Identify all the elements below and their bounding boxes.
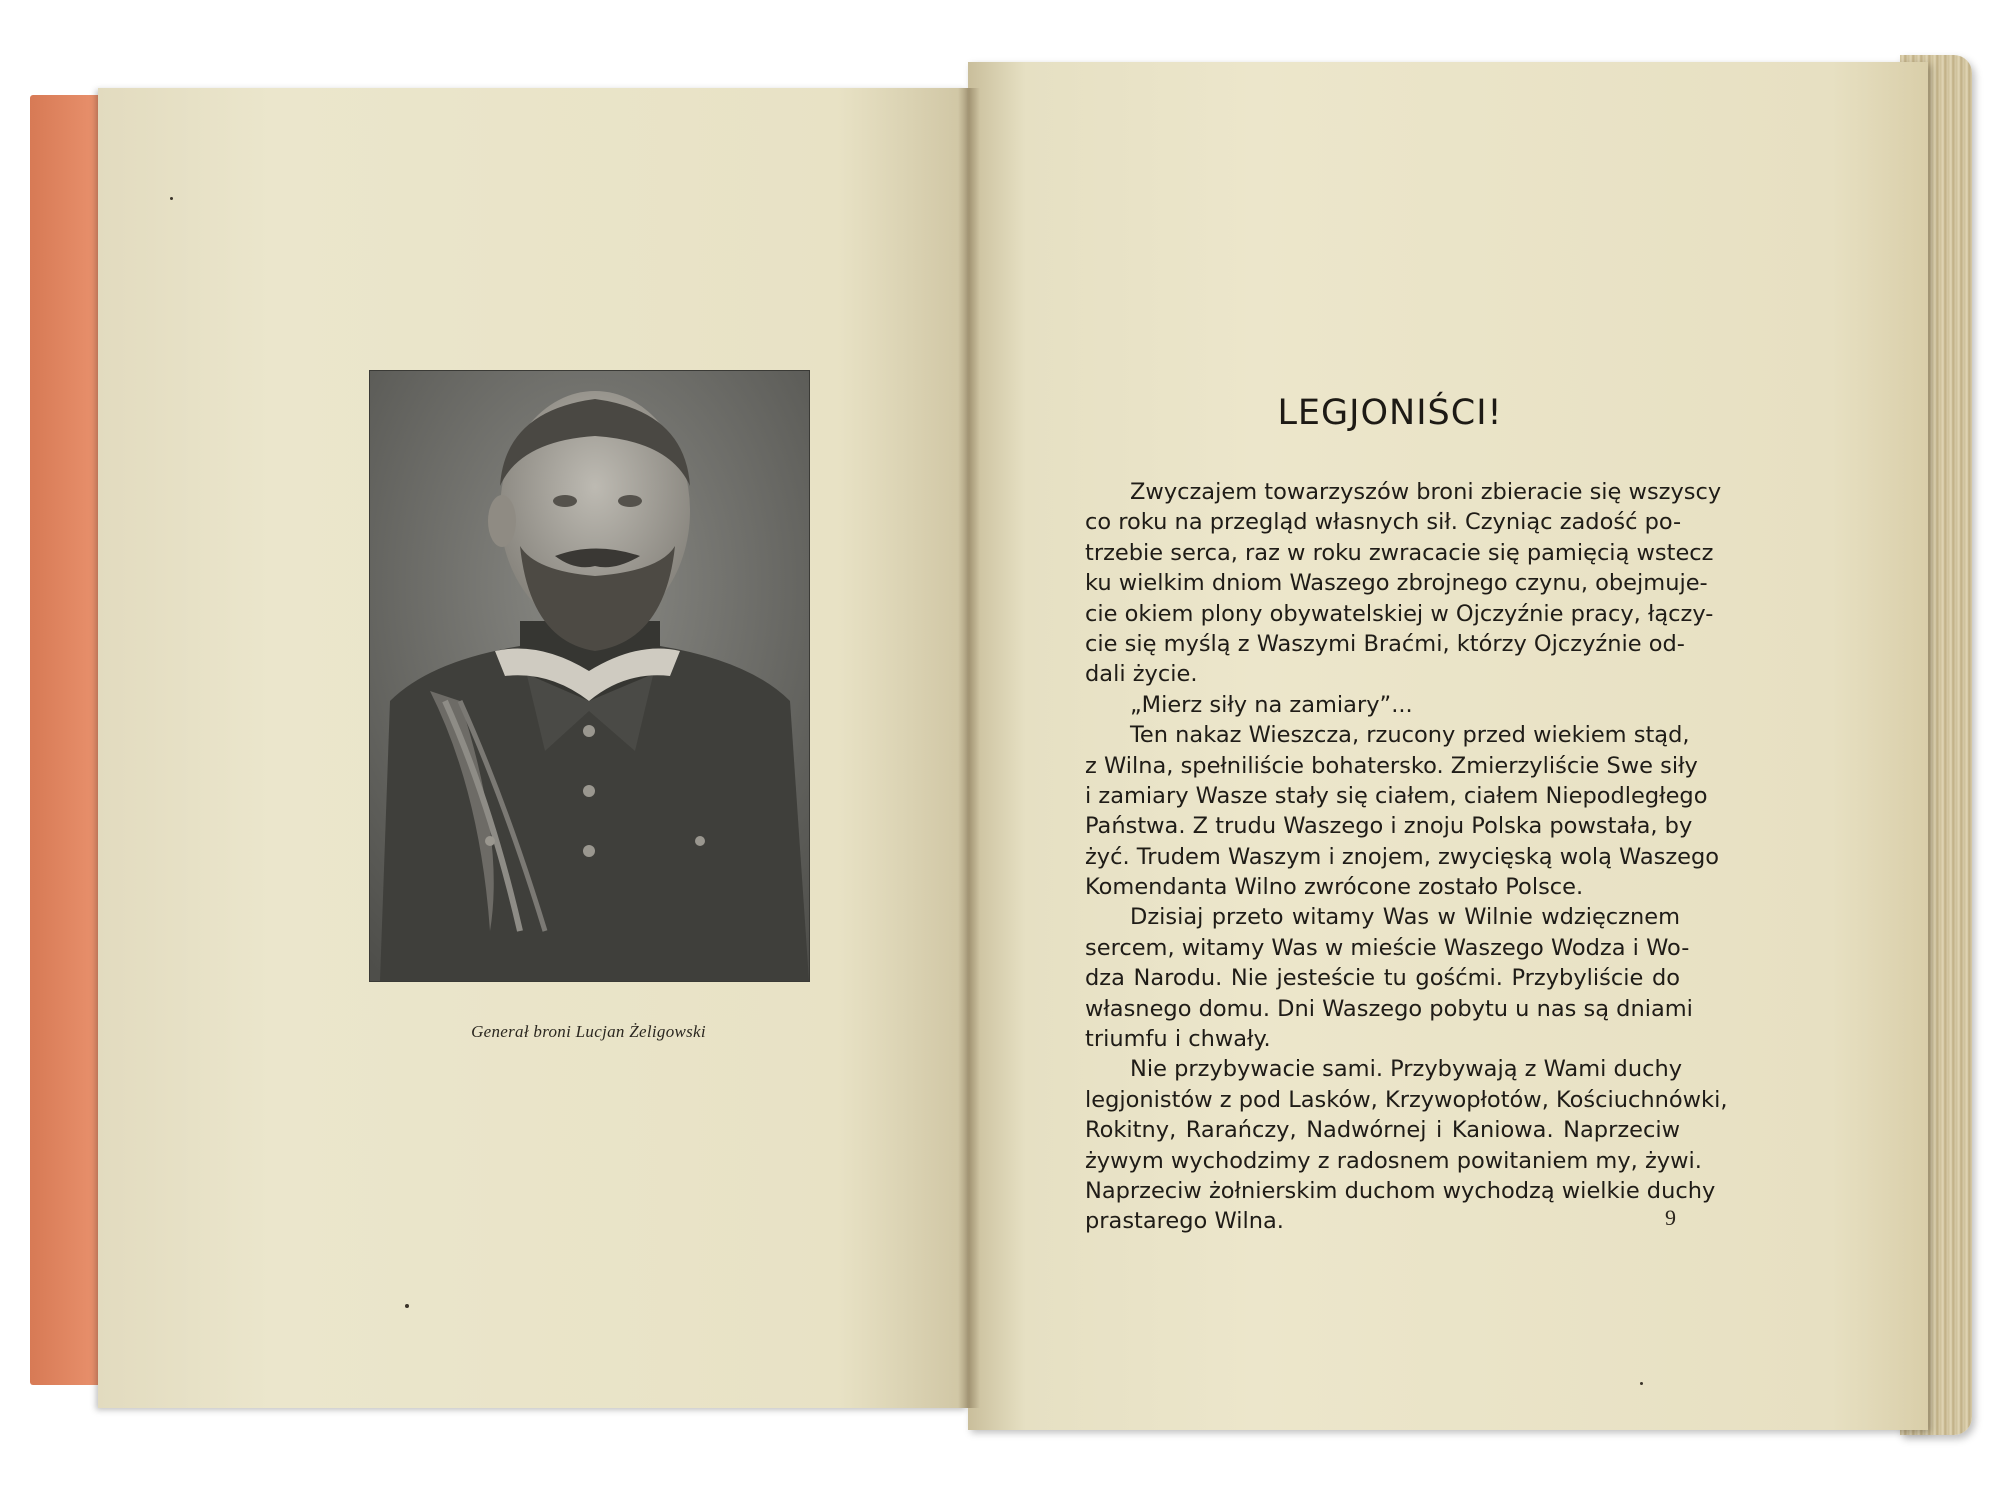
text-line: cie okiem plony obywatelskiej w Ojczyźnie pracy, łączy- [1085, 600, 1714, 627]
text-line: legjonistów z pod Lasków, Krzywopłotów, Kościuchnówki, [1085, 1086, 1728, 1113]
text-line: Komendanta Wilno zwrócone zostało Polsce. [1085, 874, 1584, 901]
page-number: 9 [1665, 1205, 1676, 1230]
text-line: Dzisiaj przeto witamy Was w Wilnie wdzięcznem [1130, 904, 1680, 931]
text-line: co roku na przegląd własnych sił. Czyniąc zadość po- [1085, 509, 1682, 536]
body-text [1085, 477, 1728, 1237]
paper-speck [170, 197, 173, 200]
text-line: żyć. Trudem Waszym i znojem, zwycięską wolą Waszego [1085, 843, 1720, 870]
text-line: sercem, witamy Was w mieście Waszego Wodza i Wo- [1085, 934, 1690, 961]
text-line: dza Narodu. Nie jesteście tu gośćmi. Przybyliście do [1085, 965, 1680, 992]
text-line: Naprzeciw żołnierskim duchom wychodzą wielkie duchy [1085, 1177, 1716, 1204]
portrait-caption: Generał broni Lucjan Żeligowski [471, 1022, 706, 1041]
text-line: z Wilna, spełniliście bohatersko. Zmierzyliście Swe siły [1085, 752, 1698, 779]
paper-speck [1640, 1382, 1643, 1385]
text-line: dali życie. [1085, 661, 1198, 688]
text-line: trzebie serca, raz w roku zwracacie się pamięcią wstecz [1085, 539, 1714, 566]
text-line: cie się myślą z Waszymi Braćmi, którzy Ojczyźnie od- [1085, 630, 1685, 657]
text-line: triumfu i chwały. [1085, 1026, 1271, 1053]
text-line: „Mierz siły na zamiary”... [1130, 691, 1413, 718]
chapter-title: LEGJONIŚCI! [1277, 393, 1503, 433]
text-line: prastarego Wilna. [1085, 1208, 1284, 1235]
text-line: Ten nakaz Wieszcza, rzucony przed wiekiem stąd, [1130, 722, 1690, 749]
book-gutter [958, 88, 980, 1408]
paper-speck [405, 1304, 409, 1308]
text-line: ku wielkim dniom Waszego zbrojnego czynu, obejmuje- [1085, 570, 1708, 597]
portrait-photo [369, 370, 810, 982]
text-line: własnego domu. Dni Waszego pobytu u nas są dniami [1085, 995, 1693, 1022]
text-line: żywym wychodzimy z radosnem powitaniem my, żywi. [1085, 1147, 1702, 1174]
portrait-illustration [370, 371, 809, 981]
text-line: i zamiary Wasze stały się ciałem, ciałem Niepodległego [1085, 782, 1708, 809]
text-line: Zwyczajem towarzyszów broni zbieracie się wszyscy [1130, 479, 1722, 505]
text-line: Rokitny, Rarańczy, Nadwórnej i Kaniowa. Naprzeciw [1085, 1117, 1680, 1144]
text-line: Państwa. Z trudu Waszego i znoju Polska powstała, by [1085, 813, 1693, 840]
text-line: Nie przybywacie sami. Przybywają z Wami duchy [1130, 1056, 1683, 1083]
